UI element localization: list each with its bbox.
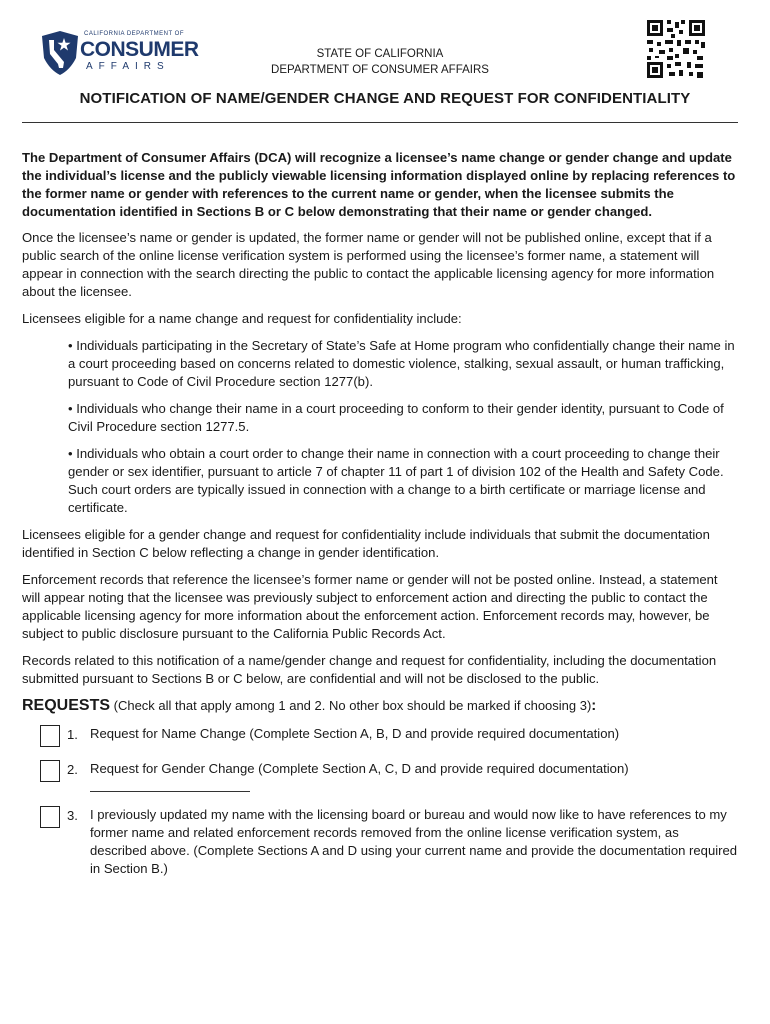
request-option-gender-change (22, 760, 738, 792)
blank-underline (90, 778, 250, 792)
list-item: • Individuals who obtain a court order to change their name in connection with a court proceeding to change their gender or sex identifier, pursuant to article 7 of chapter 11 of part 1 of division 102 of the Health and Safety Code. Such court orders are typically issued in connection with a change to a birth certificate or marriage license and certificate. (68, 446, 724, 515)
agency-line-department: DEPARTMENT OF CONSUMER AFFAIRS (271, 64, 489, 76)
gender-change-checkbox[interactable] (40, 760, 60, 782)
paragraph-enforcement: Enforcement records that reference the licensee’s former name or gender will not be posted online. Instead, a statement will appear noting that the licensee was previously subject to enforcement action and directing the public to contact the applicable licensing agency for more information about the enforcement action. Enforcement records may, however, be subject to public disclosure pursuant to the California Public Records Act. (22, 572, 718, 641)
requests-instruction: (Check all that apply among 1 and 2. No other box should be marked if choosing 3) (110, 698, 592, 713)
intro-paragraph: The Department of Consumer Affairs (DCA) will recognize a licensee’s name change or gender change and update the individual’s license and the publicly viewable licensing information displayed online by replacing references to the former name or gender with references to the current name or gender, when the licensee submits the documentation identified in Sections B or C below demonstrating that their name or gender changed. (22, 150, 736, 219)
qr-code-icon (645, 18, 707, 80)
paragraph-eligible: Licensees eligible for a name change and request for confidentiality include: (22, 311, 462, 326)
request-number: 3. (67, 808, 78, 823)
requests-title: REQUESTS (22, 697, 111, 714)
dca-logo (40, 30, 199, 78)
request-label: I previously updated my name with the licensing board or bureau and would now like to have references to my former name and related enforcement records removed from the online license verification system, as described above. (Complete Sections A and D using your current name and provide the documentation required in Section B.) (90, 807, 738, 876)
paragraph-records: Records related to this notification of a name/gender change and request for confidentiality, including the documentation submitted pursuant to Sections B or C below, are confidential and will not be disclosed to the public. (22, 653, 717, 686)
california-shield-icon (40, 30, 80, 76)
name-change-checkbox[interactable] (40, 725, 60, 747)
request-number: 1. (67, 727, 78, 742)
request-label: Request for Name Change (Complete Section A, B, D and provide required documentation) (90, 726, 620, 741)
agency-name (230, 46, 530, 78)
logo-small-text: CALIFORNIA DEPARTMENT OF (84, 31, 185, 37)
requests-colon: : (591, 697, 597, 714)
page-header (0, 0, 770, 90)
list-item: • Individuals participating in the Secretary of State’s Safe at Home program who confidentially change their name in a court proceeding based on concerns related to domestic violence, stalking, sexual assault, or human trafficking, pursuant to Code of Civil Procedure section 1277(b). (68, 338, 735, 389)
request-label: Request for Gender Change (Complete Section A, C, D and provide required documentation) (90, 761, 629, 776)
form-title: NOTIFICATION OF NAME/GENDER CHANGE AND REQUEST FOR CONFIDENTIALITY (79, 90, 691, 107)
paragraph-name-updated: Once the licensee’s name or gender is updated, the former name or gender will not be published online, except that if a public search of the online license verification system is performed using the licensee’s former name, a statement will appear in connection with the search directing the public to contact the applicable licensing agency for more information about the licensee. (22, 230, 715, 299)
requests-heading (22, 697, 738, 715)
logo-main-text: CONSUMER (80, 38, 199, 61)
logo-sub-text: AFFAIRS (86, 61, 170, 72)
request-option-name-change (22, 725, 738, 743)
eligibility-list (68, 337, 738, 517)
list-item: • Individuals who change their name in a court proceeding to conform to their gender identity, pursuant to Code of Civil Procedure section 1277.5. (68, 401, 724, 434)
title-divider (22, 122, 738, 123)
request-number: 2. (67, 762, 78, 777)
paragraph-gender-change: Licensees eligible for a gender change and request for confidentiality include individuals that submit the documentation identified in Section C below reflecting a change in gender identification. (22, 527, 710, 560)
form-body (22, 149, 738, 878)
agency-line-state: STATE OF CALIFORNIA (316, 48, 444, 60)
previous-update-checkbox[interactable] (40, 806, 60, 828)
request-option-previous-update (22, 806, 738, 878)
